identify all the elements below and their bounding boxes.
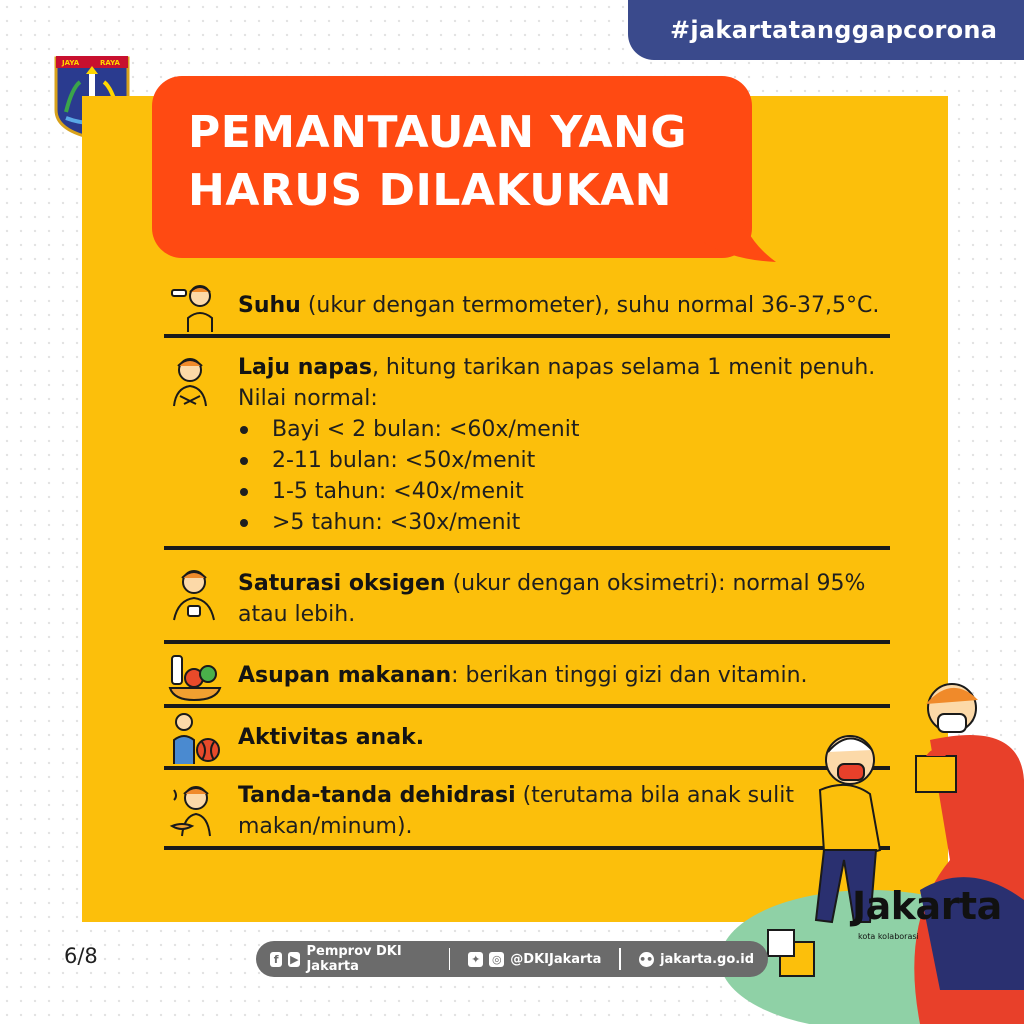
facebook-icon: f bbox=[270, 952, 282, 967]
dehydration-child-icon bbox=[166, 782, 222, 838]
bullet-item: 1-5 tahun: <40x/menit bbox=[238, 476, 890, 507]
web-icon: ••• bbox=[639, 952, 661, 966]
oximeter-child-icon bbox=[166, 566, 222, 622]
svg-text:RAYA: RAYA bbox=[100, 59, 120, 67]
breathing-child-icon bbox=[166, 352, 222, 408]
bullet-item: Bayi < 2 bulan: <60x/menit bbox=[238, 414, 890, 445]
hashtag-banner: #jakartatanggapcorona bbox=[628, 0, 1024, 60]
jakarta-brand-logo: Jakarta bbox=[852, 884, 1002, 928]
footer-twitter-instagram[interactable]: ✦ ◎ @DKIJakarta bbox=[468, 952, 601, 967]
list-item bbox=[164, 338, 890, 550]
list-item-text: Suhu (ukur dengan termometer), suhu normal 36-37,5°C. bbox=[238, 293, 880, 318]
list-item-text: Tanda-tanda dehidrasi (terutama bila anak sulit makan/minum). bbox=[238, 783, 794, 839]
instagram-icon: ◎ bbox=[489, 952, 504, 967]
list-item-text: Aktivitas anak. bbox=[238, 725, 425, 750]
thermometer-child-icon bbox=[166, 278, 222, 334]
list-item-text: Saturasi oksigen (ukur dengan oksimetri): normal 95% atau lebih. bbox=[238, 571, 866, 627]
twitter-icon: ✦ bbox=[468, 952, 483, 967]
social-footer bbox=[256, 941, 768, 977]
footer-website[interactable]: ••• jakarta.go.id bbox=[639, 951, 754, 967]
list-item bbox=[164, 550, 890, 644]
parent-child-illustration bbox=[720, 660, 1024, 1024]
footer-facebook-youtube[interactable]: f ▶ Pemprov DKI Jakarta bbox=[270, 944, 431, 974]
bullet-item: >5 tahun: <30x/menit bbox=[238, 507, 890, 538]
page-title bbox=[188, 104, 748, 220]
food-icon bbox=[166, 648, 222, 704]
playing-child-icon bbox=[166, 710, 222, 766]
list-item bbox=[164, 276, 890, 338]
footer-separator bbox=[449, 948, 451, 970]
bullet-list bbox=[238, 414, 890, 538]
title-line-1: PEMANTAUAN YANG bbox=[188, 107, 687, 158]
page-number: 6/8 bbox=[64, 944, 98, 968]
brand-tagline: kota kolaborasi bbox=[858, 932, 919, 941]
bullet-item: 2-11 bulan: <50x/menit bbox=[238, 445, 890, 476]
footer-separator bbox=[619, 948, 621, 970]
list-item-text: Asupan makanan: berikan tinggi gizi dan vitamin. bbox=[238, 663, 808, 688]
title-line-2: HARUS DILAKUKAN bbox=[188, 165, 673, 216]
youtube-icon: ▶ bbox=[290, 952, 299, 966]
svg-text:JAYA: JAYA bbox=[62, 59, 80, 67]
list-item-text: Laju napas, hitung tarikan napas selama 1 menit penuh. Nilai normal: Bayi < 2 bulan: <60x/menit 2-11 bulan: <50x/menit 1-5 tahun: <40x/menit >5 tahun: <30x/menit bbox=[238, 352, 890, 538]
